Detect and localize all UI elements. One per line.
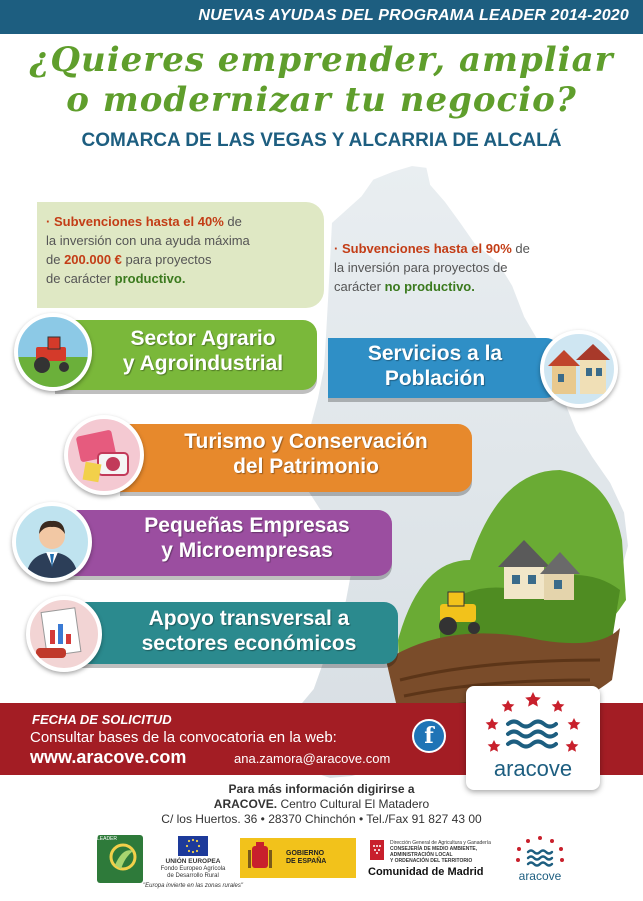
eu-fund-line: de Desarrollo Rural bbox=[167, 873, 219, 879]
businessman-icon bbox=[12, 502, 92, 582]
info-heading: Para más información digirirse a bbox=[228, 782, 415, 796]
sector-line: Pequeñas Empresas bbox=[144, 514, 350, 537]
subsidy-text: carácter bbox=[334, 279, 385, 294]
sector-line: Población bbox=[384, 367, 486, 390]
subsidy-amount: 200.000 € bbox=[64, 252, 122, 267]
subsidy-kind: no productivo. bbox=[384, 279, 475, 294]
program-title: NUEVAS AYUDAS DEL PROGRAMA LEADER 2014-2020 bbox=[198, 7, 629, 24]
cm-department: Y ORDENACIÓN DEL TERRITORIO bbox=[390, 858, 473, 864]
subsidy-text: de bbox=[223, 214, 242, 229]
leader-logo bbox=[97, 835, 143, 883]
bullet: · bbox=[46, 214, 54, 229]
cm-department: Dirección General de Agricultura y Ganadería bbox=[390, 840, 491, 846]
report-chart-icon bbox=[26, 596, 102, 672]
consult-text: Consultar bases de la convocatoria en la web: bbox=[30, 729, 337, 746]
gobierno-espana-logo bbox=[240, 838, 356, 878]
comunidad-madrid-flag-icon bbox=[370, 840, 384, 860]
spain-coat-of-arms-icon bbox=[240, 838, 280, 878]
sector-line: y Agroindustrial bbox=[122, 352, 284, 375]
gobierno-label: DE ESPAÑA bbox=[286, 858, 327, 865]
tractor-icon bbox=[14, 313, 92, 391]
aracove-footer-logo bbox=[506, 834, 574, 884]
info-address-line bbox=[0, 797, 643, 811]
subsidy-text: de bbox=[46, 252, 65, 267]
sector-title-apoyo bbox=[106, 606, 392, 656]
website-link[interactable]: www.aracove.com bbox=[30, 747, 187, 767]
sector-line: sectores económicos bbox=[141, 632, 357, 655]
subsidy-text: para proyectos bbox=[121, 252, 212, 267]
eu-slogan: "Europa invierte en las zonas rurales" bbox=[143, 883, 243, 889]
info-place: Centro Cultural El Matadero bbox=[277, 797, 430, 811]
bullet: · bbox=[334, 241, 342, 256]
cm-department: ADMINISTRACIÓN LOCAL bbox=[390, 852, 453, 858]
application-date-label: FECHA DE SOLICITUD bbox=[32, 712, 172, 727]
subsidy-percentage: Subvenciones hasta el 90% bbox=[341, 241, 512, 256]
headline-line-1: ¿Quieres emprender, ampliar bbox=[29, 40, 614, 80]
headline-line-2: o modernizar tu negocio? bbox=[66, 80, 577, 120]
camera-map-icon bbox=[64, 415, 144, 495]
sector-title-turismo bbox=[150, 429, 462, 479]
subsidy-text: la inversión con una ayuda máxima bbox=[46, 233, 250, 248]
sector-line: Turismo y Conservación bbox=[184, 430, 428, 453]
sector-line: y Microempresas bbox=[161, 539, 333, 562]
sector-line: del Patrimonio bbox=[233, 455, 379, 478]
eu-fund-line: Fondo Europeo Agrícola bbox=[160, 866, 226, 872]
region-title: COMARCA DE LAS VEGAS Y ALCARRIA DE ALCALÁ bbox=[81, 130, 562, 151]
subsidy-text: la inversión para proyectos de bbox=[334, 260, 508, 275]
eu-title: UNIÓN EUROPEA bbox=[165, 858, 221, 865]
subsidy-text: de carácter bbox=[46, 271, 115, 286]
eu-flag-icon bbox=[178, 836, 208, 856]
sector-line: Sector Agrario bbox=[130, 327, 276, 350]
email-link[interactable]: ana.zamora@aracove.com bbox=[234, 751, 391, 766]
subsidy-non-productive-text bbox=[334, 239, 574, 296]
gobierno-label: GOBIERNO bbox=[286, 850, 325, 857]
aracove-wordmark: aracove bbox=[493, 756, 573, 781]
leader-label: LEADER bbox=[97, 836, 118, 842]
subsidy-kind: productivo. bbox=[114, 271, 186, 286]
sector-title-empresas bbox=[102, 513, 392, 563]
subsidy-text: de bbox=[511, 241, 530, 256]
subsidy-productive-text bbox=[46, 212, 318, 288]
leader-emblem-icon bbox=[97, 835, 143, 883]
aracove-emblem-icon bbox=[466, 686, 600, 760]
sector-line: Apoyo transversal a bbox=[148, 607, 350, 630]
program-banner bbox=[0, 0, 643, 34]
info-contact-line: C/ los Huertos. 36 • 28370 Chinchón • Tel./Fax 91 827 43 00 bbox=[161, 812, 482, 826]
facebook-icon[interactable]: f bbox=[412, 719, 446, 753]
cm-department: CONSEJERÍA DE MEDIO AMBIENTE, bbox=[390, 846, 478, 852]
aracove-footer-wordmark: aracove bbox=[518, 869, 562, 883]
sector-title-agrario bbox=[98, 326, 308, 376]
info-org: ARACOVE. bbox=[213, 797, 278, 811]
sector-line: Servicios a la bbox=[367, 342, 503, 365]
aracove-small-emblem-icon bbox=[506, 834, 574, 874]
comunidad-madrid-name: Comunidad de Madrid bbox=[368, 866, 484, 878]
sector-title-servicios bbox=[332, 341, 538, 391]
aracove-logo bbox=[466, 686, 600, 790]
village-icon bbox=[540, 330, 618, 408]
subsidy-percentage: Subvenciones hasta el 40% bbox=[53, 214, 224, 229]
